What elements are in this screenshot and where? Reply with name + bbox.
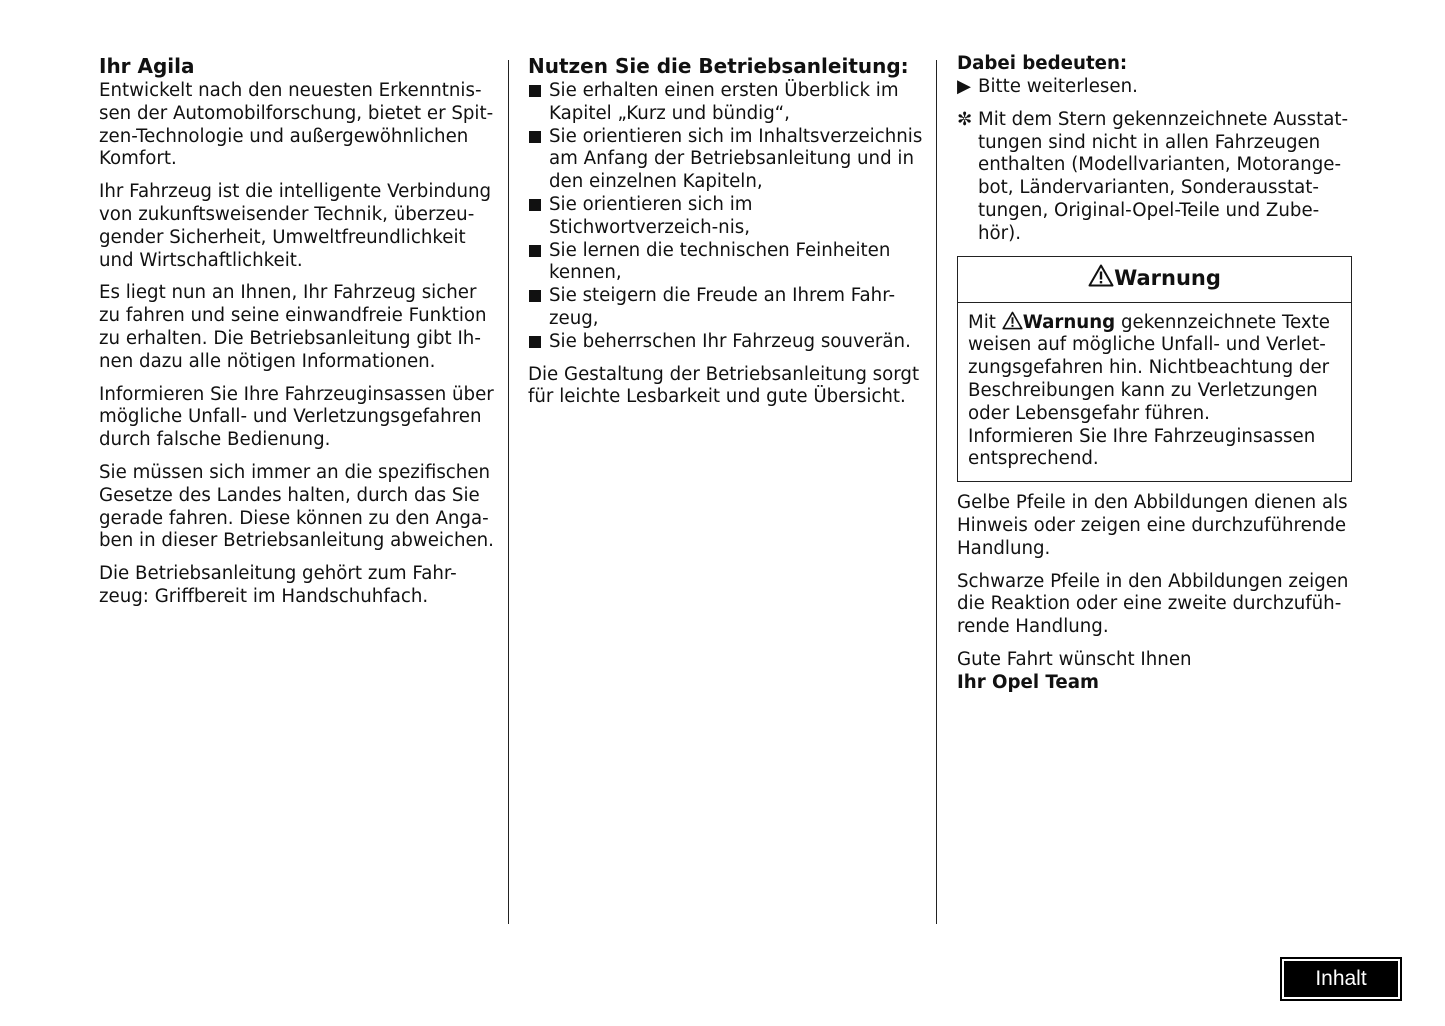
paragraph: Schwarze Pfeile in den Abbildungen zeigen die Reaktion oder eine zweite durchzufüh-rende Handlung. xyxy=(957,570,1349,638)
list-item: Sie orientieren sich im Inhaltsverzeichnis am Anfang der Betriebsanleitung und in den einzelnen Kapiteln, xyxy=(528,126,926,194)
square-bullet-icon xyxy=(529,245,541,257)
square-bullet-icon xyxy=(529,131,541,143)
section-heading-agila: Ihr Agila xyxy=(99,54,195,78)
paragraph: Die Gestaltung der Betriebsanleitung sorgt für leichte Lesbarkeit und gute Übersicht. xyxy=(528,363,920,408)
list-item: Sie beherrschen Ihr Fahrzeug souverän. xyxy=(528,331,926,354)
list-item: Sie orientieren sich im Stichwortverzeich-nis, xyxy=(528,194,926,240)
column-divider xyxy=(508,60,509,924)
paragraph: Sie müssen sich immer an die spezifischen Gesetze des Landes halten, durch das Sie gerade fahren. Diese können zu den Anga-ben in dieser Betriebsanleitung abweichen. xyxy=(99,461,494,552)
paragraph: Ihr Fahrzeug ist die intelligente Verbindung von zukunftsweisender Technik, überzeu-gender Sicherheit, Umweltfreundlichkeit und Wirtschaftlichkeit. xyxy=(99,181,492,271)
list-item: Sie erhalten einen ersten Überblick im Kapitel „Kurz und bündig“, xyxy=(528,80,926,126)
square-bullet-icon xyxy=(529,290,541,302)
paragraph: Informieren Sie Ihre Fahrzeuginsassen über mögliche Unfall- und Verletzungsgefahren durch falsche Bedienung. xyxy=(99,383,494,451)
usage-list xyxy=(528,80,926,354)
warning-body: Mit Warnung gekennzeichnete Texte weisen auf mögliche Unfall- und Verlet-zungsgefahren hin. Nichtbeachtung der Beschreibungen kann zu Verletzungen oder Lebensgefahr führen. Informieren Sie Ihre Fahrzeuginsassen entsprechend. xyxy=(968,311,1330,470)
paragraph: Es liegt nun an Ihnen, Ihr Fahrzeug sicher zu fahren und seine einwandfreie Funktion zu erhalten. Die Betriebsanleitung gibt Ih-nen dazu alle nötigen Informationen. xyxy=(99,282,487,372)
legend-arrow: ▶ Bitte weiterlesen. xyxy=(957,76,1138,97)
warning-triangle-icon xyxy=(1002,311,1023,330)
legend-star: ✼ Mit dem Stern gekennzeichnete Ausstat-tungen sind nicht in allen Fahrzeugen enthalten (Modellvarianten, Motorange-bot, Ländervarianten, Sonderausstat-tungen, Original-Opel-Teile und Zube-hör). xyxy=(957,108,1349,244)
signature: Ihr Opel Team xyxy=(957,671,1099,693)
column-divider xyxy=(936,60,937,924)
closing-line: Gute Fahrt wünscht Ihnen xyxy=(957,648,1192,670)
paragraph: Entwickelt nach den neuesten Erkenntnis-sen der Automobilforschung, bietet er Spit-zen-Technologie und außergewöhnlichen Komfort. xyxy=(99,80,494,170)
column-intro xyxy=(99,52,497,619)
play-arrow-icon: ▶ xyxy=(957,76,971,97)
paragraph: Die Betriebsanleitung gehört zum Fahr-zeug: Griffbereit im Handschuhfach. xyxy=(99,563,457,607)
paragraph: Gelbe Pfeile in den Abbildungen dienen als Hinweis oder zeigen eine durchzuführende Handlung. xyxy=(957,492,1348,559)
warning-header xyxy=(958,257,1351,303)
inhalt-button[interactable]: Inhalt xyxy=(1280,957,1402,1001)
square-bullet-icon xyxy=(529,199,541,211)
list-item: Sie steigern die Freude an Ihrem Fahr-zeug, xyxy=(528,285,926,331)
section-heading-symbols: Dabei bedeuten: xyxy=(957,53,1128,74)
column-usage xyxy=(528,52,926,419)
column-symbols xyxy=(957,52,1352,705)
section-heading-usage: Nutzen Sie die Betriebsanleitung: xyxy=(528,54,909,78)
warning-keyword: Warnung xyxy=(1022,311,1116,333)
square-bullet-icon xyxy=(529,336,541,348)
star-icon: ✼ xyxy=(957,108,973,130)
list-item: Sie lernen die technischen Feinheiten kennen, xyxy=(528,240,926,286)
warning-triangle-icon xyxy=(1088,264,1114,287)
square-bullet-icon xyxy=(529,85,541,97)
warning-title: Warnung xyxy=(1114,265,1221,290)
warning-box xyxy=(957,256,1352,483)
